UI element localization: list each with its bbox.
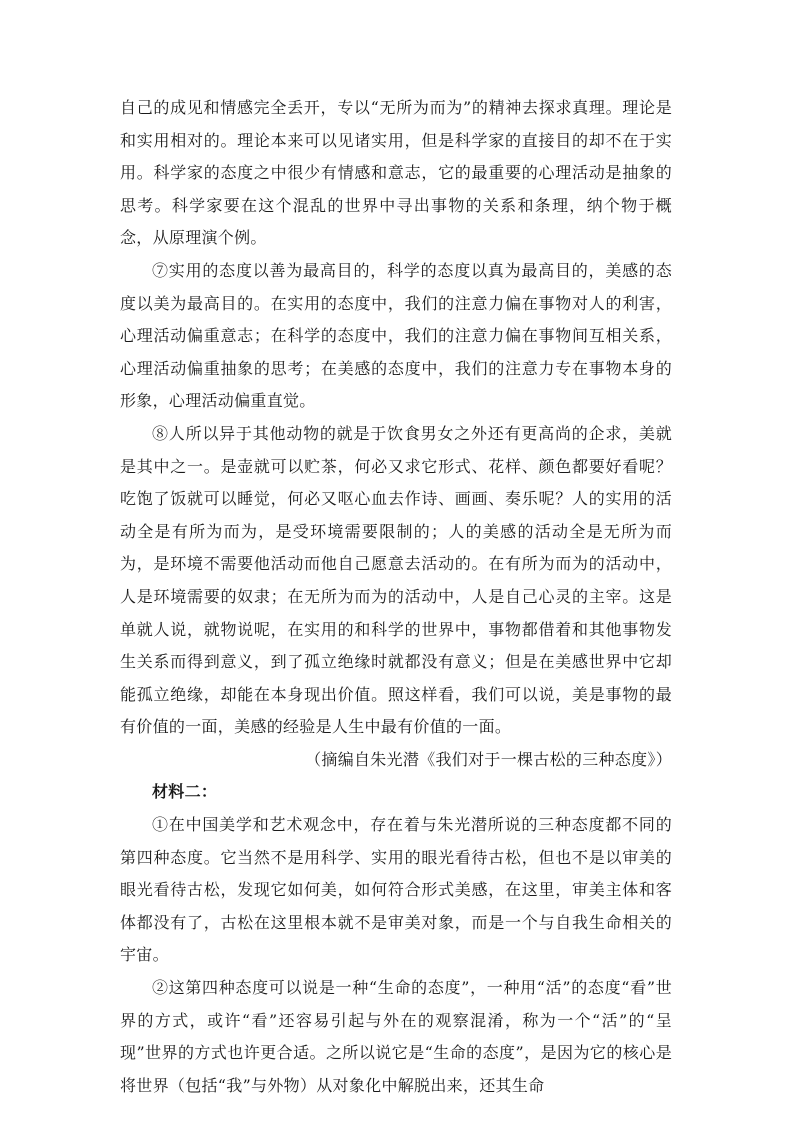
material-two-paragraph-2: ②这第四种态度可以说是一种“生命的态度”，一种用“活”的态度“看”世界的方式，或许“看”还容易引起与外在的观察混淆，称为一个“活”的“呈现”世界的方式也许更合适。之所以说它是“生命的态度”，是因为它的核心是将世界（包括“我”与外物）从对象化中解脱出来，还其生命 xyxy=(120,978,672,1095)
material-two-heading: 材料二： xyxy=(152,782,218,802)
paragraph-continued: 自己的成见和情感完全丢开，专以“无所为而为”的精神去探求真理。理论是和实用相对的。理论本来可以见诸实用，但是科学家的直接目的却不在于实用。科学家的态度之中很少有情感和意志，它的最重要的心理活动是抽象的思考。科学家要在这个混乱的世界中寻出事物的关系和条理，纳个物于概念，从原理演个例。 xyxy=(120,98,672,248)
material-two-paragraph-1: ①在中国美学和艺术观念中，存在着与朱光潜所说的三种态度都不同的第四种态度。它当然不是用科学、实用的眼光看待古松，但也不是以审美的眼光看待古松，发现它如何美，如何符合形式美感，在这里，审美主体和客体都没有了，古松在这里根本就不是审美对象，而是一个与自我生命相关的宇宙。 xyxy=(120,815,672,965)
paragraph-8: ⑧人所以异于其他动物的就是于饮食男女之外还有更高尚的企求，美就是其中之一。是壶就可以贮茶，何必又求它形式、花样、颜色都要好看呢？吃饱了饭就可以睡觉，何必又呕心血去作诗、画画、奏乐呢？人的实用的活动全是有所为而为，是受环境需要限制的；人的美感的活动全是无所为而为，是环境不需要他活动而他自己愿意去活动的。在有所为而为的活动中，人是环境需要的奴隶；在无所为而为的活动中，人是自己心灵的主宰。这是单就人说，就物说呢，在实用的和科学的世界中，事物都借着和其他事物发生关系而得到意义，到了孤立绝缘时就都没有意义；但是在美感世界中它却能孤立绝缘，却能在本身现出价值。照这样看，我们可以说，美是事物的最有价值的一面，美感的经验是人生中最有价值的一面。 xyxy=(120,423,672,737)
paragraph-7: ⑦实用的态度以善为最高目的，科学的态度以真为最高目的，美感的态度以美为最高目的。在实用的态度中，我们的注意力偏在事物对人的利害，心理活动偏重意志；在科学的态度中，我们的注意力偏在事物间互相关系，心理活动偏重抽象的思考；在美感的态度中，我们的注意力专在事物本身的形象，心理活动偏重直觉。 xyxy=(120,260,672,411)
source-citation: （摘编自朱光潜《我们对于一棵古松的三种态度》） xyxy=(305,749,672,769)
document-page xyxy=(120,92,672,1102)
